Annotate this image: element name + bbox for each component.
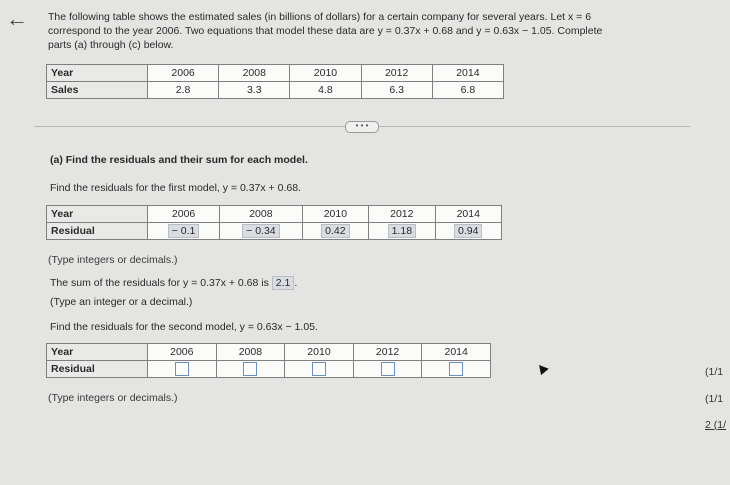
sales-cell: 3.3	[219, 82, 290, 99]
back-arrow-icon[interactable]: ←	[6, 6, 28, 31]
year-header: Year	[47, 206, 148, 223]
sum-answer: 2.1	[272, 276, 295, 290]
problem-intro	[48, 10, 708, 52]
residual-input[interactable]	[175, 362, 189, 376]
first-model-prompt: Find the residuals for the first model, y = 0.37x + 0.68.	[50, 182, 301, 194]
year-cell: 2008	[220, 206, 303, 223]
sales-cell: 2.8	[148, 82, 219, 99]
residual-cell	[220, 223, 303, 240]
year-cell: 2006	[148, 65, 219, 82]
type-hint-2: (Type an integer or a decimal.)	[50, 296, 193, 308]
score-note-3[interactable]: 2 (1/	[705, 419, 727, 431]
residual-answer: − 0.1	[168, 224, 200, 238]
intro-line-1: The following table shows the estimated sales (in billions of dollars) for a certain company for several years. Let x = 6	[48, 11, 592, 23]
year-cell: 2012	[353, 344, 422, 361]
sales-cell: 4.8	[290, 82, 361, 99]
mouse-cursor-icon	[535, 362, 548, 375]
type-hint-3: (Type integers or decimals.)	[48, 391, 178, 404]
intro-line-3: parts (a) through (c) below.	[48, 39, 174, 51]
residual-cell	[216, 361, 285, 378]
year-cell: 2008	[219, 65, 290, 82]
part-a-heading: (a) Find the residuals and their sum for each model.	[50, 154, 308, 166]
residual-answer: 1.18	[388, 224, 416, 238]
residual-input[interactable]	[449, 362, 463, 376]
second-model-prompt: Find the residuals for the second model, y = 0.63x − 1.05.	[50, 321, 318, 333]
year-cell: 2010	[285, 344, 354, 361]
residual-cell	[148, 223, 220, 240]
residual-answer: 0.42	[321, 224, 349, 238]
residual-input[interactable]	[381, 362, 395, 376]
more-button[interactable]: • • •	[345, 121, 379, 133]
residual-input[interactable]	[312, 362, 326, 376]
residual-cell	[353, 361, 422, 378]
year-cell: 2014	[422, 344, 491, 361]
sum-text: The sum of the residuals for y = 0.37x + 0.68 is	[50, 277, 269, 289]
sales-header: Sales	[47, 82, 148, 99]
residual-cell	[435, 223, 501, 240]
score-note-2: (1/1	[705, 393, 724, 405]
year-cell: 2010	[302, 206, 368, 223]
year-cell: 2012	[361, 65, 432, 82]
year-cell: 2006	[148, 206, 220, 223]
intro-line-2: correspond to the year 2006. Two equations that model these data are y = 0.37x + 0.68 and y = 0.63x − 1.05. Complete	[48, 25, 603, 37]
residual-input[interactable]	[243, 362, 257, 376]
year-cell: 2012	[369, 206, 435, 223]
sales-table	[46, 64, 504, 99]
year-header: Year	[47, 65, 148, 82]
residual-cell	[285, 361, 354, 378]
type-hint-1: (Type integers or decimals.)	[48, 253, 178, 266]
residuals-table-model-2	[46, 343, 491, 378]
sum-sentence	[50, 276, 297, 290]
sum-period: .	[294, 277, 298, 289]
residual-answer: 0.94	[454, 224, 482, 238]
year-cell: 2006	[148, 344, 217, 361]
year-header: Year	[47, 344, 148, 361]
year-cell: 2014	[435, 206, 501, 223]
residual-cell	[422, 361, 491, 378]
residuals-table-model-1	[46, 205, 502, 240]
residual-header: Residual	[47, 361, 148, 378]
score-note-1: (1/1	[705, 366, 724, 378]
residual-header: Residual	[47, 223, 148, 240]
residual-cell	[302, 223, 368, 240]
residual-cell	[148, 361, 217, 378]
year-cell: 2014	[432, 65, 503, 82]
residual-answer: − 0.34	[242, 224, 280, 238]
sales-cell: 6.8	[432, 82, 503, 99]
sales-cell: 6.3	[361, 82, 432, 99]
year-cell: 2010	[290, 65, 361, 82]
residual-cell	[369, 223, 435, 240]
year-cell: 2008	[216, 344, 285, 361]
